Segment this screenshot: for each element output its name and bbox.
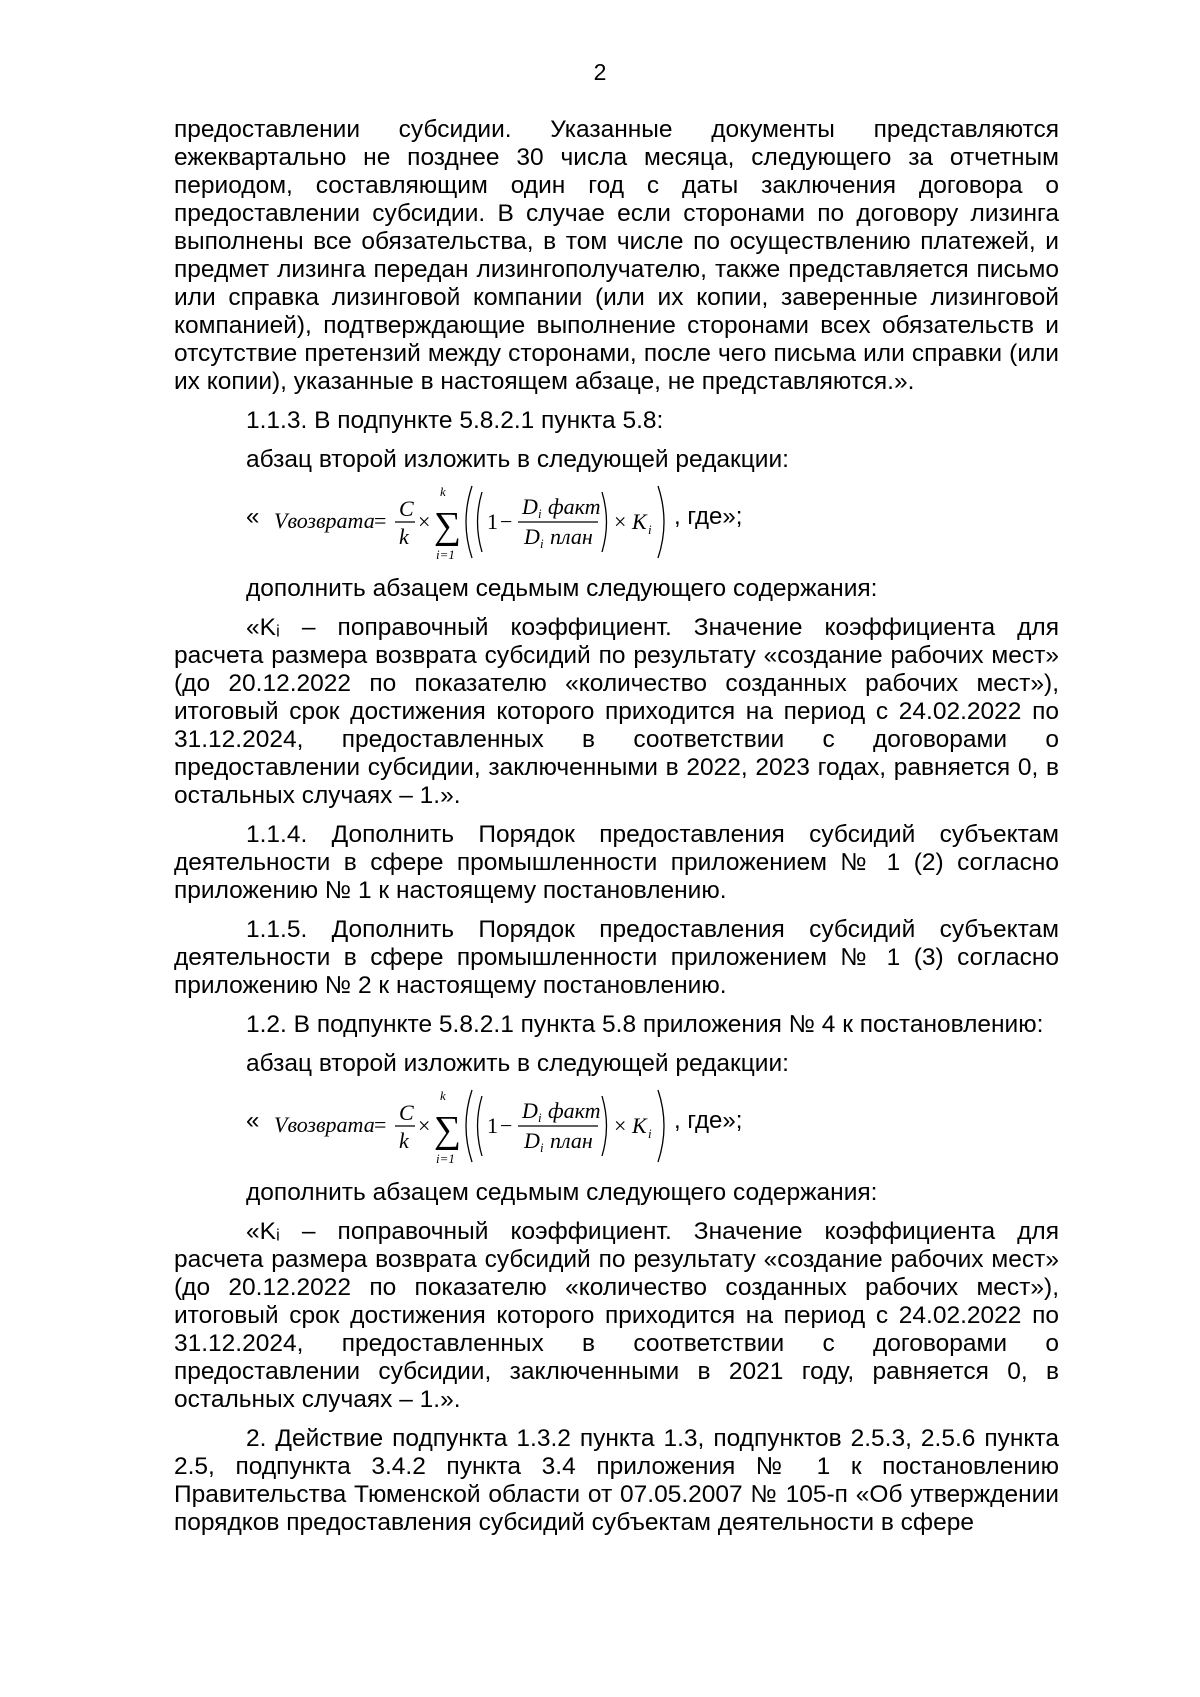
paragraph: 2. Действие подпункта 1.3.2 пункта 1.3, подпунктов 2.5.3, 2.5.6 пункта 2.5, подпункта 3.4.2 пункта 3.4 приложения № 1 к постановлению Правительства Тюменской области от 07.05.2007 № 105-п «Об утверждении порядков предоставления субсидий субъектам деятельности в сфере xyxy=(174,1425,1059,1536)
page-number: 2 xyxy=(593,59,607,85)
formula-tail: , где»; xyxy=(674,1107,743,1134)
formula-times-2: × xyxy=(614,509,627,534)
formula-d-bottom: D xyxy=(524,524,540,549)
formula-expression xyxy=(274,480,674,564)
paragraph: абзац второй изложить в следующей редакции: xyxy=(246,446,789,473)
formula-sum: ∑ xyxy=(434,505,462,547)
formula-sum-bottom: i=1 xyxy=(436,1151,455,1166)
formula-minus: − xyxy=(500,509,513,534)
formula-lhs: Vвозврата xyxy=(274,1112,375,1137)
paragraph: «Kᵢ – поправочный коэффициент. Значение коэффициента для расчета размера возврата субсидий по результату «создание рабочих мест» (до 20.12.2022 по показателю «количество созданных рабочих мест»), итоговый срок достижения которого приходится на период с 24.02.2022 по 31.12.2024, предоставленных в соответствии с договорами о предоставлении субсидии, заключенными в 2021 году, равняется 0, в остальных случаях – 1.». xyxy=(174,1218,1059,1413)
paragraph: дополнить абзацем седьмым следующего содержания: xyxy=(246,575,878,602)
formula-open-quote: « xyxy=(246,503,260,530)
formula-i-top: i xyxy=(538,1110,542,1125)
paragraph: 1.2. В подпункте 5.8.2.1 пункта 5.8 приложения № 4 к постановлению: xyxy=(246,1011,1044,1038)
formula-lhs: Vвозврата xyxy=(274,508,375,533)
formula-expression xyxy=(274,1084,674,1168)
formula-eq: = xyxy=(374,508,387,533)
formula-sum: ∑ xyxy=(434,1109,462,1151)
formula-fact: факт xyxy=(548,1098,601,1123)
formula-i-top: i xyxy=(538,506,542,521)
formula-d-top: D xyxy=(522,1098,538,1123)
paragraph: абзац второй изложить в следующей редакции: xyxy=(246,1050,789,1077)
formula-k-big: K xyxy=(632,509,647,534)
paragraph: 1.1.5. Дополнить Порядок предоставления субсидий субъектам деятельности в сфере промышленности приложением № 1 (3) согласно приложению № 2 к настоящему постановлению. xyxy=(174,916,1059,999)
formula-k-index: i xyxy=(648,522,652,537)
formula-c: C xyxy=(399,1100,414,1125)
formula-times: × xyxy=(418,1113,431,1138)
formula-sum-bottom: i=1 xyxy=(436,547,455,562)
paragraph: 1.1.3. В подпункте 5.8.2.1 пункта 5.8: xyxy=(246,407,664,434)
formula-i-bottom: i xyxy=(540,536,544,551)
formula-one: 1 xyxy=(487,1113,498,1138)
formula-fact: факт xyxy=(548,494,601,519)
formula-tail: , где»; xyxy=(674,503,743,530)
paragraph: дополнить абзацем седьмым следующего содержания: xyxy=(246,1179,878,1206)
formula-k: k xyxy=(399,1128,409,1153)
formula-k: k xyxy=(399,524,409,549)
paragraph: «Kᵢ – поправочный коэффициент. Значение коэффициента для расчета размера возврата субсидий по результату «создание рабочих мест» (до 20.12.2022 по показателю «количество созданных рабочих мест»), итоговый срок достижения которого приходится на период с 24.02.2022 по 31.12.2024, предоставленных в соответствии с договорами о предоставлении субсидии, заключенными в 2022, 2023 годах, равняется 0, в остальных случаях – 1.». xyxy=(174,614,1059,809)
formula-sum-top: k xyxy=(440,484,446,499)
formula-c: C xyxy=(399,496,414,521)
formula-times: × xyxy=(418,509,431,534)
formula-one: 1 xyxy=(487,509,498,534)
formula-block xyxy=(174,480,1059,564)
formula-k-big: K xyxy=(632,1113,647,1138)
formula-minus: − xyxy=(500,1113,513,1138)
formula-sum-top: k xyxy=(440,1088,446,1103)
formula-plan: план xyxy=(550,524,593,549)
formula-open-quote: « xyxy=(246,1107,260,1134)
paragraph: 1.1.4. Дополнить Порядок предоставления субсидий субъектам деятельности в сфере промышленности приложением № 1 (2) согласно приложению № 1 к настоящему постановлению. xyxy=(174,821,1059,904)
formula-block xyxy=(174,1084,1059,1168)
formula-k-index: i xyxy=(648,1126,652,1141)
formula-d-bottom: D xyxy=(524,1128,540,1153)
formula-plan: план xyxy=(550,1128,593,1153)
formula-i-bottom: i xyxy=(540,1140,544,1155)
formula-times-2: × xyxy=(614,1113,627,1138)
formula-eq: = xyxy=(374,1112,387,1137)
paragraph: предоставлении субсидии. Указанные документы представляются ежеквартально не позднее 30 числа месяца, следующего за отчетным периодом, составляющим один год с даты заключения договора о предоставлении субсидии. В случае если сторонами по договору лизинга выполнены все обязательства, в том числе по осуществлению платежей, и предмет лизинга передан лизингополучателю, также представляется письмо или справка лизинговой компании (или их копии, заверенные лизинговой компанией), подтверждающие выполнение сторонами всех обязательств и отсутствие претензий между сторонами, после чего письма или справки (или их копии), указанные в настоящем абзаце, не представляются.». xyxy=(174,116,1059,395)
formula-d-top: D xyxy=(522,494,538,519)
document-body xyxy=(174,116,1059,1537)
